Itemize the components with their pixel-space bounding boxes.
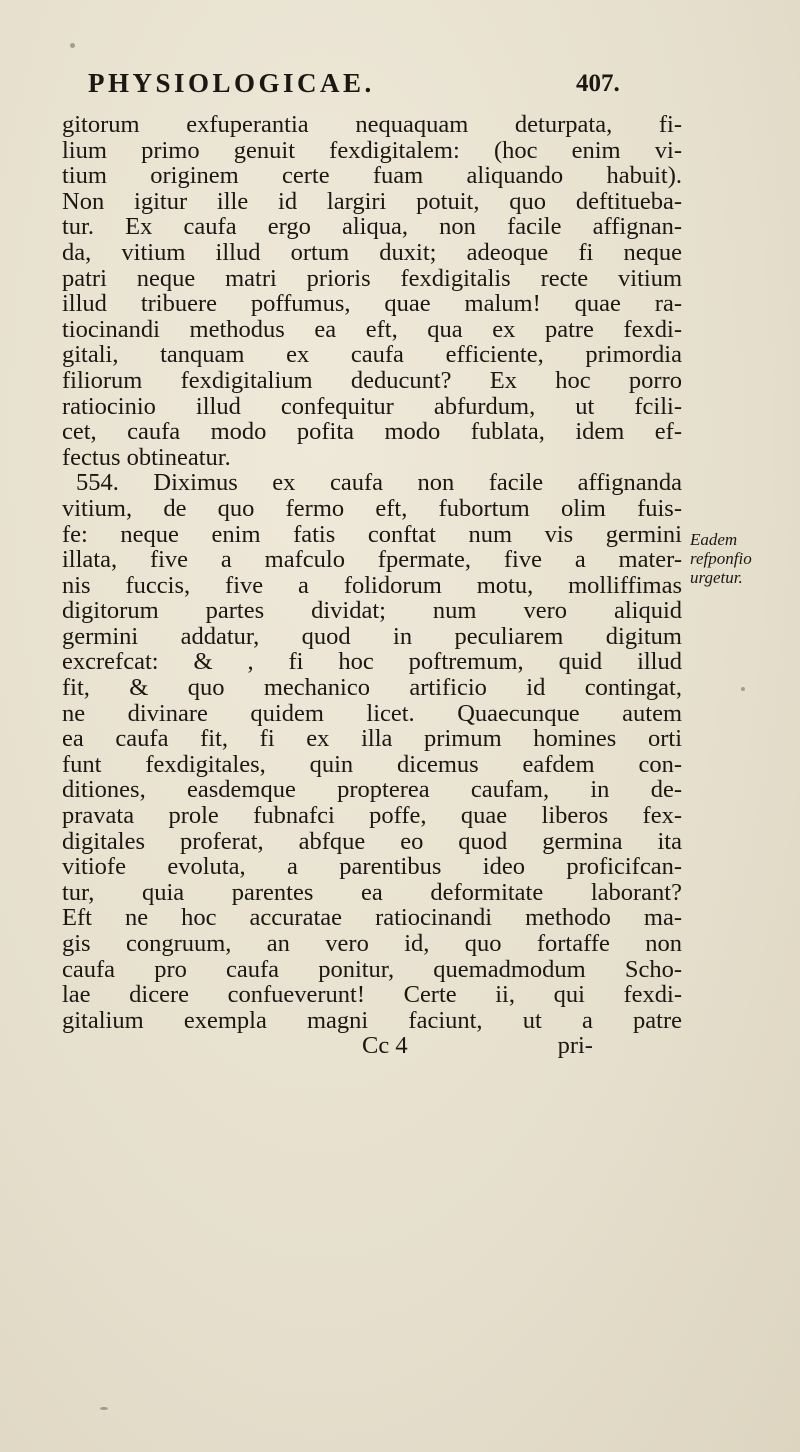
text-line: patri neque matri prioris fexdigitalis recte vitium [62, 264, 682, 292]
text-line: cet, caufa modo pofita modo fublata, idem ef- [62, 418, 682, 446]
text-line: vitiofe evoluta, a parentibus ideo proficifcan- [62, 853, 682, 881]
signature-mark: Cc 4 [362, 1032, 408, 1060]
text-line: Eft ne hoc accuratae ratiocinandi methodo ma- [62, 904, 682, 932]
margin-note-line: refponfio [690, 549, 752, 568]
text-line: filiorum fexdigitalium deducunt? Ex hoc porro [62, 366, 682, 394]
text-line: digitorum partes dividat; num vero aliquid [62, 597, 682, 625]
text-line: gis congruum, an vero id, quo fortaffe non [62, 930, 682, 957]
text-line: germini addatur, quod in peculiarem digitum [62, 622, 682, 650]
text-line: tiocinandi methodus ea eft, qua ex patre fexdi- [62, 315, 682, 343]
ink-speck [741, 687, 745, 691]
margin-note [690, 530, 800, 587]
text-line: da, vitium illud ortum duxit; adeoque fi neque [62, 238, 682, 266]
margin-note-line: Eadem [690, 530, 738, 549]
text-line: tium originem certe fuam aliquando habuit). [62, 162, 682, 190]
text-line: nis fuccis, five a folidorum motu, molliffimas [62, 571, 682, 599]
ink-speck [70, 43, 75, 48]
text-line: excrefcat: & , fi hoc poftremum, quid illud [62, 648, 682, 676]
text-line: illud tribuere poffumus, quae malum! quae ra- [62, 290, 682, 318]
text-line: caufa pro caufa ponitur, quemadmodum Scho- [62, 955, 682, 983]
running-head-title: PHYSIOLOGICAE. [88, 68, 375, 98]
text-line: fe: neque enim fatis conftat num vis germini [62, 520, 682, 548]
catchword: pri- [557, 1032, 593, 1060]
text-line: lae dicere confueverunt! Certe ii, qui fexdi- [62, 981, 682, 1009]
paragraph-start-line: 554. Diximus ex caufa non facile affignanda [76, 469, 682, 497]
ink-speck [100, 1407, 108, 1410]
text-line: ditiones, easdemque propterea caufam, in de- [62, 776, 682, 804]
text-line: tur. Ex caufa ergo aliqua, non facile affignan- [62, 213, 682, 241]
body-text [62, 112, 682, 1059]
text-line: lium primo genuit fexdigitalem: (hoc enim vi- [62, 136, 682, 164]
text-line: Non igitur ille id largiri potuit, quo deftitueba- [62, 187, 682, 215]
text-line: ratiocinio illud confequitur abfurdum, ut fcili- [62, 392, 682, 420]
text-line: fit, & quo mechanico artificio id contingat, [62, 674, 682, 702]
footer-line [62, 1033, 682, 1059]
text-line: digitales proferat, abfque eo quod germina ita [62, 827, 682, 855]
text-line: illata, five a mafculo fpermate, five a mater- [62, 546, 682, 574]
page-number: 407. [576, 70, 620, 97]
text-line: fectus obtineatur. [62, 443, 231, 471]
text-line: funt fexdigitales, quin dicemus eafdem con- [62, 750, 682, 778]
running-head [88, 68, 728, 102]
margin-note-line: urgetur. [690, 568, 743, 587]
text-line: vitium, de quo fermo eft, fubortum olim fuis- [62, 494, 682, 522]
text-line: tur, quia parentes ea deformitate laborant? [62, 878, 682, 906]
text-line: gitali, tanquam ex caufa efficiente, primordia [62, 341, 682, 369]
text-line: ea caufa fit, fi ex illa primum homines orti [62, 725, 682, 753]
text-line: gitorum exfuperantia nequaquam deturpata, fi- [62, 111, 682, 138]
text-line: ne divinare quidem licet. Quaecunque autem [62, 699, 682, 727]
text-line: gitalium exempla magni faciunt, ut a patre [62, 1006, 682, 1034]
text-line: pravata prole fubnafci poffe, quae liberos fex- [62, 802, 682, 830]
